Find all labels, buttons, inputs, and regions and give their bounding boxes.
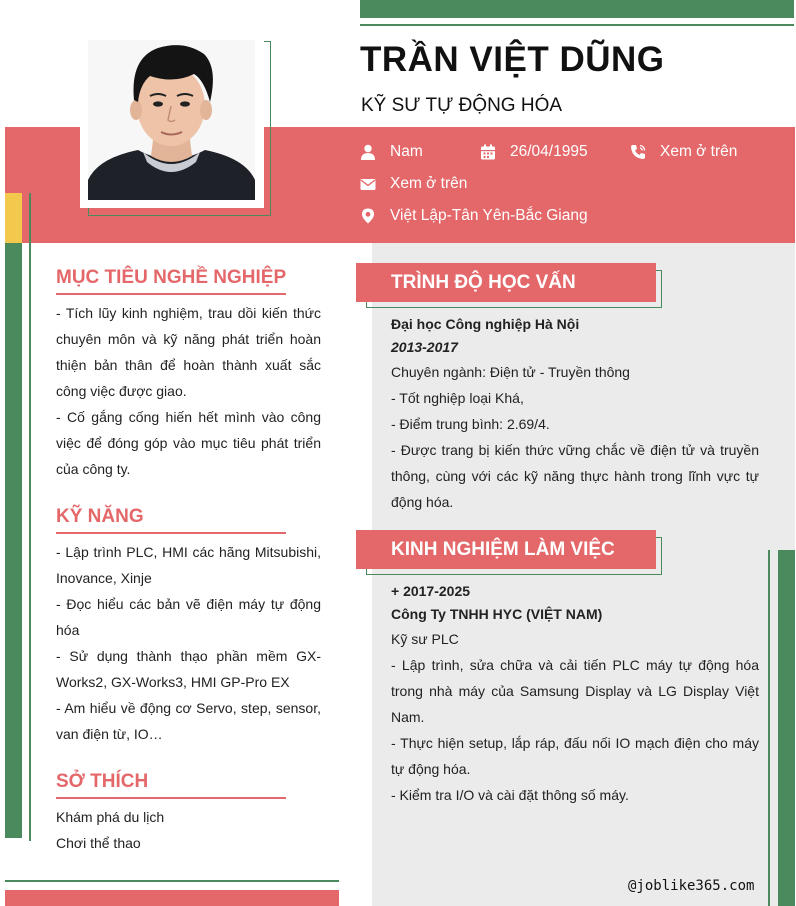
email-info xyxy=(360,175,467,193)
bottom-green-line xyxy=(5,880,339,882)
objective-line: - Tích lũy kinh nghiệm, trau dồi kiến thức chuyên môn và kỹ năng phát triển hoàn thiện bản thân để hoàn thành xuất sắc công việc được giao. xyxy=(56,305,321,399)
gender-info xyxy=(360,143,423,161)
top-green-line xyxy=(360,24,794,26)
education-school: Đại học Công nghiệp Hà Nội xyxy=(391,316,580,332)
avatar xyxy=(88,40,255,200)
education-years: 2013-2017 xyxy=(391,339,458,355)
address-info xyxy=(360,207,588,225)
experience-title: KINH NGHIỆM LÀM VIỆC xyxy=(391,539,615,560)
objective-title: MỤC TIÊU NGHỀ NGHIỆP xyxy=(56,267,287,288)
experience-role: Kỹ sư PLC xyxy=(391,631,459,647)
experience-line: - Thực hiện setup, lắp ráp, đấu nối IO mạch điện cho máy tự động hóa. xyxy=(391,735,759,777)
hobby-item: Khám phá du lịch xyxy=(56,809,165,825)
education-line: - Điểm trung bình: 2.69/4. xyxy=(391,416,550,432)
skills-underline xyxy=(56,532,286,534)
top-green-bar xyxy=(360,0,794,18)
experience-line: - Kiểm tra I/O và cài đặt thông số máy. xyxy=(391,787,629,803)
phone-value: Xem ở trên xyxy=(660,143,738,160)
education-title: TRÌNH ĐỘ HỌC VẤN xyxy=(391,272,576,293)
left-green-strip xyxy=(5,243,22,838)
email-value: Xem ở trên xyxy=(390,175,468,192)
left-green-line xyxy=(29,193,31,841)
address-value: Việt Lập-Tân Yên-Bắc Giang xyxy=(390,207,588,224)
objective-text xyxy=(56,300,321,482)
skills-title: KỸ NĂNG xyxy=(56,506,144,527)
objective-line: - Cố gắng cống hiến hết mình vào công việc để đóng góp vào mục tiêu phát triển của công ty. xyxy=(56,409,321,477)
left-yellow-accent xyxy=(5,193,22,243)
experience-details xyxy=(391,652,759,808)
skill-line: - Sử dụng thành thạo phần mềm GX-Works2, GX-Works3, HMI GP-Pro EX xyxy=(56,648,321,690)
objective-underline xyxy=(56,293,286,295)
portrait-photo xyxy=(88,40,255,200)
experience-line: - Lập trình, sửa chữa và cải tiến PLC máy tự động hóa trong nhà máy của Samsung Display và LG Display Việt Nam. xyxy=(391,657,759,725)
birthdate-value: 26/04/1995 xyxy=(510,143,588,160)
experience-company: Công Ty TNHH HYC (VIỆT NAM) xyxy=(391,606,603,622)
calendar-icon xyxy=(480,144,496,160)
map-pin-icon xyxy=(360,208,376,224)
hobbies-underline xyxy=(56,797,286,799)
education-line: - Tốt nghiệp loại Khá, xyxy=(391,390,524,406)
hobbies-title: SỞ THÍCH xyxy=(56,771,149,792)
skill-line: - Lập trình PLC, HMI các hãng Mitsubishi, Inovance, Xinje xyxy=(56,544,321,586)
person-icon xyxy=(360,144,376,160)
gender-value: Nam xyxy=(390,143,423,160)
experience-period: + 2017-2025 xyxy=(391,583,471,599)
education-major: Chuyên ngành: Điện tử - Truyền thông xyxy=(391,364,630,380)
right-green-line xyxy=(768,550,770,906)
right-green-strip xyxy=(778,550,795,906)
watermark: @joblike365.com xyxy=(628,878,755,894)
envelope-icon xyxy=(360,176,376,192)
education-details xyxy=(391,385,759,515)
phone-info xyxy=(630,143,737,161)
skills-text xyxy=(56,539,321,747)
hobbies-text xyxy=(56,804,321,856)
hobby-item: Chơi thể thao xyxy=(56,835,141,851)
education-line: - Được trang bị kiến thức vững chắc về điện tử và truyền thông, cùng với các kỹ năng thực hành trong lĩnh vực tự động hóa. xyxy=(391,442,759,510)
bottom-pink-bar xyxy=(5,890,339,906)
job-title: KỸ SƯ TỰ ĐỘNG HÓA xyxy=(361,95,563,116)
skill-line: - Đọc hiểu các bản vẽ điện máy tự động hóa xyxy=(56,596,321,638)
birthdate-info xyxy=(480,143,588,161)
phone-icon xyxy=(630,144,646,160)
candidate-name: TRẦN VIỆT DŨNG xyxy=(360,40,665,79)
skill-line: - Am hiểu về động cơ Servo, step, sensor, van điện từ, IO… xyxy=(56,700,321,742)
